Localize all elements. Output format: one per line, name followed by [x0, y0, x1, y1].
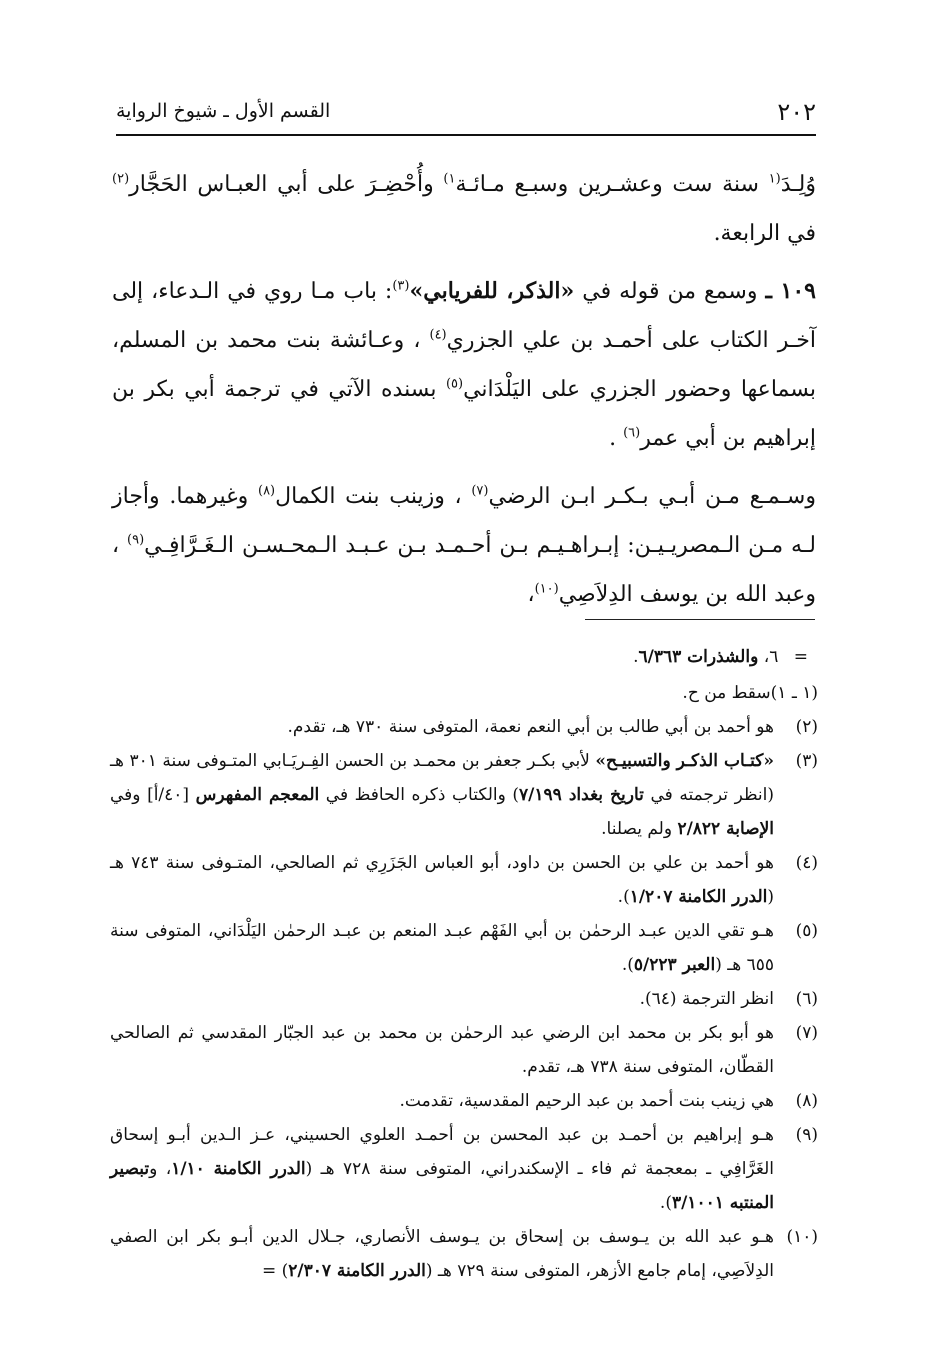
footnote-text: انظر الترجمة (٦٤). [639, 989, 774, 1009]
footnote-6 [110, 982, 818, 1016]
footnote-marker: (٢) [795, 717, 818, 737]
footnote-text [110, 914, 774, 982]
text-run: هـو عبد الله بن يـوسف بن إسحاق بن يـوسف الأنصاري، جـلال الدين أبـو بكر ابن الصفي الدِلاَصِي، إمام جامع الأزهر، المتوفى سنة ٧٢٩ هـ ( [110, 1227, 774, 1281]
text-run: ). [659, 1193, 672, 1213]
footnote-text [110, 1220, 774, 1288]
footnote-marker: (٨) [795, 1091, 818, 1111]
footnote-ref: (٥) [445, 376, 464, 392]
footnote-text: سقط من ح. [682, 683, 771, 703]
text-run: ) [281, 1261, 289, 1281]
text-run: ). [617, 887, 630, 907]
source-title: تبصير المنتبه ٣/١٠٠١ [110, 1159, 774, 1213]
text-run: هـو إبراهيم بن أحمـد بن عبد المحسن بن أحمـد العلوي الحسيني، عـز الـدين أبـو إسحاق الغَرَّافِي ـ بمعجمة ثم فاء ـ الإسكندراني، المتوفى سنة ٧٢٨ هـ ( [110, 1125, 774, 1179]
footnote-marker: (٩) [795, 1125, 818, 1145]
footnote-ref: ١) [443, 171, 456, 187]
footnote-ref: (٤) [429, 327, 447, 343]
text-run: هو أحمد بن علي بن الحسن بن داود، أبو العباس الجَزَرِي ثم الصالحي، المتـوفى سنة ٧٤٣ هـ ( [110, 853, 774, 907]
footnote-text: هو أحمد بن أبي طالب بن أبي النعم نعمة، المتوفى سنة ٧٣٠ هـ، تقدم. [287, 717, 774, 737]
text-run: هـو تقي الدين عبـد الرحمٰن بن أبي الفَهْم عبـد المنعم بن عبـد الرحمٰن اليَلْدَاني، المتوفى سنة ٦٥٥ هـ ( [110, 921, 774, 975]
source-title: «كتـاب الذكـر والتسبيـح» [595, 751, 774, 771]
source-title: تاريخ بغداد ٧/١٩٩ [519, 785, 644, 805]
text-run: سنة ست وعشـرين وسبـع مـائـة [455, 172, 759, 197]
page-header [116, 94, 816, 136]
footnote-8 [110, 1084, 818, 1118]
text-run: في الرابعة. [713, 221, 816, 246]
footnote-marker: (١٠) [786, 1227, 818, 1247]
paragraph-birth [112, 160, 816, 258]
footnote-5 [110, 914, 818, 982]
paragraph-teachers [112, 472, 816, 619]
text-run: ). [621, 955, 634, 975]
entry-number: ١٠٩ ـ [765, 278, 816, 304]
footnote-text: هي زينب بنت أحمد بن عبد الرحيم المقدسية، تقدمت. [399, 1091, 774, 1111]
footnote-separator [585, 619, 815, 620]
footnote-marker: (٥) [795, 921, 818, 941]
text-run: : باب مـا روي في الـدعاء، إلى آخـر الكتاب على أحمـد بن علي الجزري [112, 279, 816, 353]
footnote-text [110, 846, 774, 914]
footnote-2 [110, 710, 818, 744]
footnote-1-1 [110, 676, 818, 710]
running-title: القسم الأول ـ شيوخ الرواية [116, 100, 331, 122]
text-run: ، وعبد الله بن يوسف الدِلاَصِي [112, 533, 816, 607]
text-run: وأُحْضِـرَ على أبي العبـاس الحَجَّار [129, 172, 434, 197]
footnote-ref: (١ [768, 171, 781, 187]
footnote-text [110, 1118, 774, 1220]
text-run: ، و [149, 1159, 172, 1179]
text-run: [٤٠/أ] وفي [110, 785, 190, 805]
text-run: وسـمـع مـن أبـي بـكـر ابـن الرضي [488, 484, 816, 509]
footnote-ref: (٨) [257, 483, 276, 499]
text-run: لأبي بكـر جعفر بن محمـد بن الحسن الفِـريَـابي المتـوفى سنة ٣٠١ هـ (انظر ترجمته في [110, 751, 774, 805]
text-run: ، وزينب بنت الكمال [275, 484, 462, 509]
footnotes [110, 640, 818, 1288]
text-run: وغيرهما. وأجاز لـه مـن الـمصريـيـن: إبـراهـيـم بـن أحـمـد بـن عـبـد الـمحـسـن الـغَـرَّافِـي [112, 484, 817, 558]
footnote-4 [110, 846, 818, 914]
text-run: ، [527, 582, 535, 607]
footnote-marker: (٣) [795, 751, 818, 771]
footnote-marker: (١ ـ ١) [770, 683, 818, 703]
footnote-text [110, 744, 774, 846]
source-title: الدرر الكامنة ١/١٠ [171, 1159, 306, 1179]
continuation-mark: = [261, 1261, 277, 1281]
footnote-9 [110, 1118, 818, 1220]
paragraph-entry-109 [112, 267, 816, 463]
footnote-10 [110, 1220, 818, 1288]
footnote-3 [110, 744, 818, 846]
footnote-continuation [110, 640, 818, 674]
source-title: الدرر الكامنة ٢/٣٠٧ [288, 1261, 426, 1281]
footnote-ref: (٧) [471, 483, 489, 499]
text-run: بسنده الآتي في ترجمة أبي بكر بن إبراهيم بن أبي عمر [112, 377, 816, 451]
footnote-7 [110, 1016, 818, 1084]
source-title: المعجم المفهرس [195, 785, 320, 805]
footnote-text: هو أبو بكر بن محمد ابن الرضي عبد الرحمٰن بن محمد بن عبد الجبّار المقدسي ثم الصالحي القطّان، المتوفى سنة ٧٣٨ هـ، تقدم. [110, 1023, 774, 1077]
text-run: . [609, 426, 617, 451]
text-run: وسمع من قوله في [582, 279, 758, 304]
text-run: وُلِـدَ [780, 172, 817, 197]
page-number: ٢٠٢ [777, 98, 816, 126]
footnote-ref: (١٠) [534, 581, 559, 597]
footnote-marker: (٧) [795, 1023, 818, 1043]
text-run: . [633, 647, 639, 667]
text-run: ، وعـائشة بنت محمد بن المسلم، بسماعها وحضور الجزري على اليَلْدَاني [112, 328, 816, 402]
footnote-marker: (٤) [795, 853, 818, 873]
source-title: العبر ٥/٢٢٣ [633, 955, 716, 975]
footnote-ref: (٦) [623, 425, 641, 441]
footnote-marker: (٦) [795, 989, 818, 1009]
text-run: ٦، [763, 647, 779, 667]
source-title: الدرر الكامنة ١/٢٠٧ [629, 887, 768, 907]
text-run: ولم يصلنا. [601, 819, 673, 839]
text-run: ) والكتاب ذكره الحافظ في [325, 785, 520, 805]
footnote-ref: (٣) [392, 278, 410, 294]
main-text [112, 160, 816, 628]
source-title: الإصابة ٢/٨٢٢ [677, 819, 774, 839]
source-title: والشذرات ٦/٣٦٣ [638, 647, 759, 667]
footnote-ref: (٩) [127, 532, 145, 548]
book-title: «الذكر، للفريابي» [409, 278, 575, 304]
footnote-ref: (٢) [112, 171, 130, 187]
continuation-mark: = [793, 647, 808, 667]
